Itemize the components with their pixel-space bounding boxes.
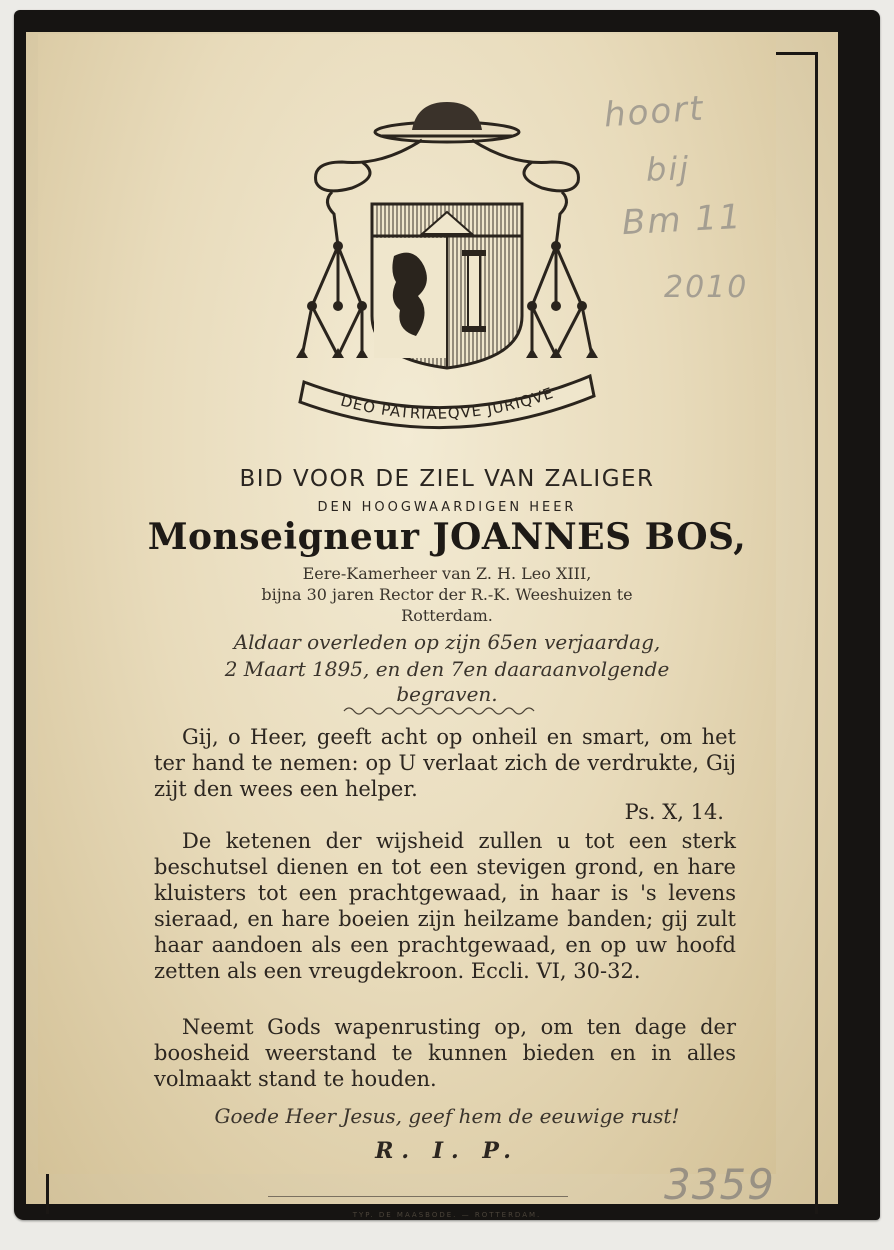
shield-icon: [372, 204, 522, 368]
deceased-name: Monseigneur JOANNES BOS,: [147, 516, 747, 558]
motto-scroll: [300, 376, 594, 428]
verse-psalm: Gij, o Heer, geeft acht op onheil en smart, om het ter hand te nemen: op U verlaat zich de verdrukte, Gij zijt den wees een helper.: [154, 725, 736, 801]
ornamental-divider: [340, 704, 540, 718]
heading-honorific: DEN HOOGWAARDIGEN HEER: [317, 500, 577, 515]
printer-divider: [268, 1196, 568, 1197]
pencil-note-1: hoort: [602, 88, 706, 136]
verse-armour-of-god: Neemt Gods wapenrusting op, om ten dage der boosheid weerstand te kunnen bieden en in alles volmaakt stand te houden.: [154, 1015, 736, 1091]
death-line-3: begraven.: [396, 682, 498, 706]
pencil-note-4: 2010: [664, 270, 749, 305]
verse-psalm-reference: Ps. X, 14.: [624, 800, 724, 824]
pencil-note-3: Bm 11: [621, 196, 744, 244]
verse-ecclesiasticus: De ketenen der wijsheid zullen u tot een sterk beschutsel dienen en tot een stevigen grond, en hare kluisters tot een prachtgewaad, in haar is 's levens sieraad, en hare boeien zijn heilzame banden; gij zult haar aandoen als een prachtgewaad, en op uw hoofd zetten als een vreugdekroon. Eccli. VI, 30-32.: [154, 829, 736, 983]
title-line-3: Rotterdam.: [401, 606, 493, 625]
title-line-1: Eere-Kamerheer van Z. H. Leo XIII,: [302, 564, 592, 583]
death-line-1: Aldaar overleden op zijn 65en verjaardag,: [233, 630, 661, 654]
rip-text: R. I. P.: [375, 1138, 519, 1164]
closing-prayer: Goede Heer Jesus, geef hem de eeuwige rust!: [214, 1104, 680, 1128]
printer-imprint: TYP. DE MAASBODE. — ROTTERDAM.: [352, 1211, 542, 1219]
inventory-number: 3359: [664, 1160, 775, 1209]
title-line-2: bijna 30 jaren Rector der R.-K. Weeshuizen te: [261, 585, 633, 604]
episcopal-coat-of-arms: [272, 96, 622, 446]
galero-hat-icon: [375, 102, 519, 142]
heading-pray-for: BID VOOR DE ZIEL VAN ZALIGER: [239, 466, 655, 492]
pencil-note-2: bij: [645, 149, 691, 189]
death-line-2: 2 Maart 1895, en den 7en daaraanvolgende: [224, 657, 670, 681]
motto-text: DEO PATRIAEQVE JURIQVE: [338, 383, 557, 423]
